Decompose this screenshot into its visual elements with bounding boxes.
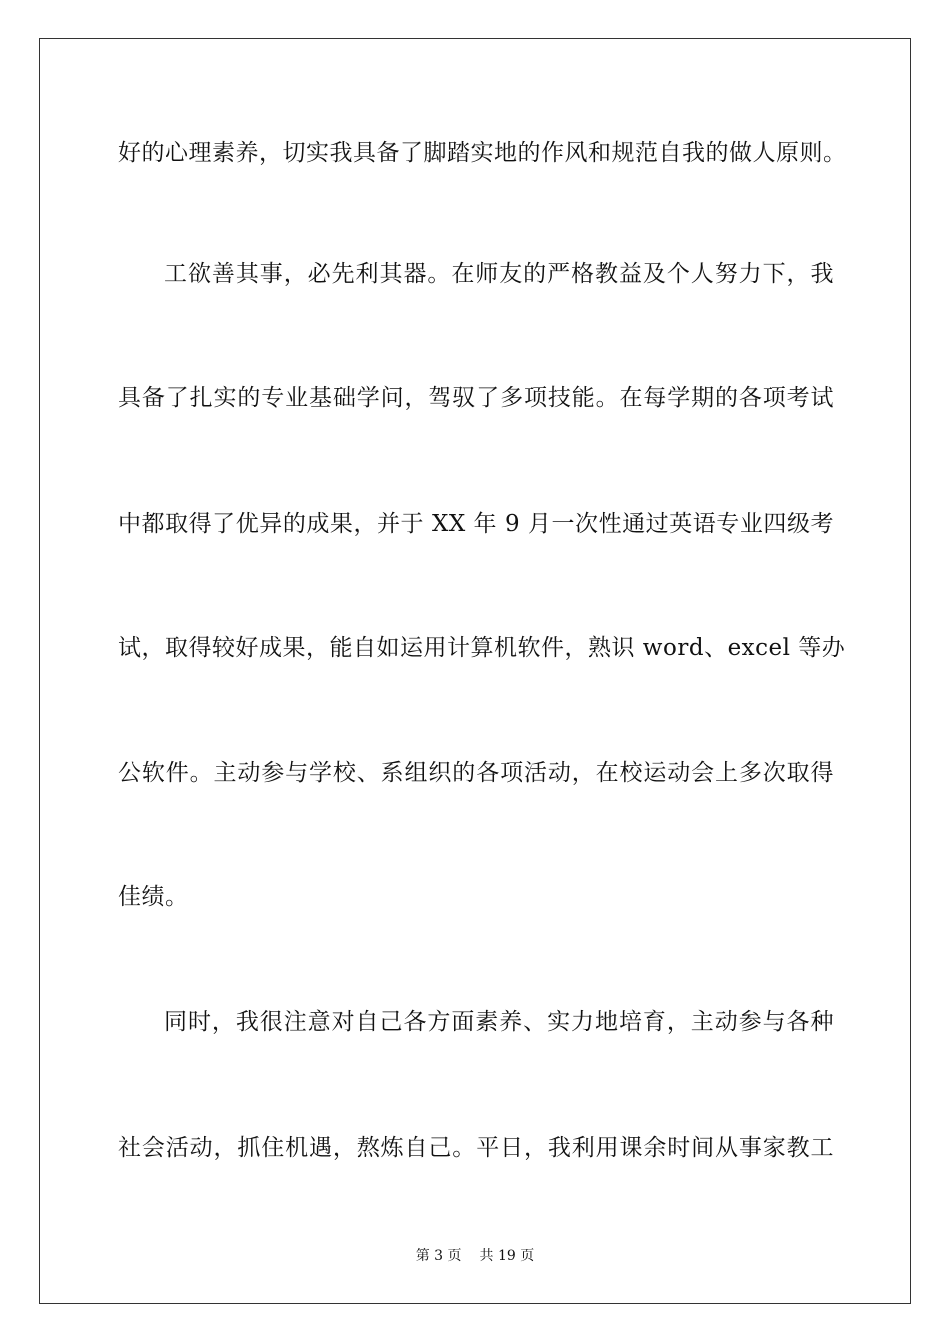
body-line-9: 社会活动，抓住机遇，熬炼自己。平日，我利用课余时间从事家教工 xyxy=(118,1135,834,1161)
body-line-1: 好的心理素养，切实我具备了脚踏实地的作风和规范自我的做人原则。 xyxy=(118,140,847,166)
page-total: 共 19 页 xyxy=(479,1248,535,1264)
page-number: 第 3 页 xyxy=(415,1248,462,1264)
body-line-2: 工欲善其事，必先利其器。在师友的严格教益及个人努力下，我 xyxy=(164,261,834,287)
body-line-4: 中都取得了优异的成果，并于 XX 年 9 月一次性通过英语专业四级考 xyxy=(118,511,834,537)
body-line-8: 同时，我很注意对自己各方面素养、实力地培育，主动参与各种 xyxy=(164,1009,834,1035)
body-line-5: 试，取得较好成果，能自如运用计算机软件，熟识 word、excel 等办 xyxy=(118,635,846,661)
page-frame xyxy=(39,38,911,1304)
body-line-6: 公软件。主动参与学校、系组织的各项活动，在校运动会上多次取得 xyxy=(118,760,834,786)
body-line-3: 具备了扎实的专业基础学问，驾驭了多项技能。在每学期的各项考试 xyxy=(118,385,834,411)
page-footer xyxy=(0,1247,950,1265)
body-line-7: 佳绩。 xyxy=(118,884,189,910)
